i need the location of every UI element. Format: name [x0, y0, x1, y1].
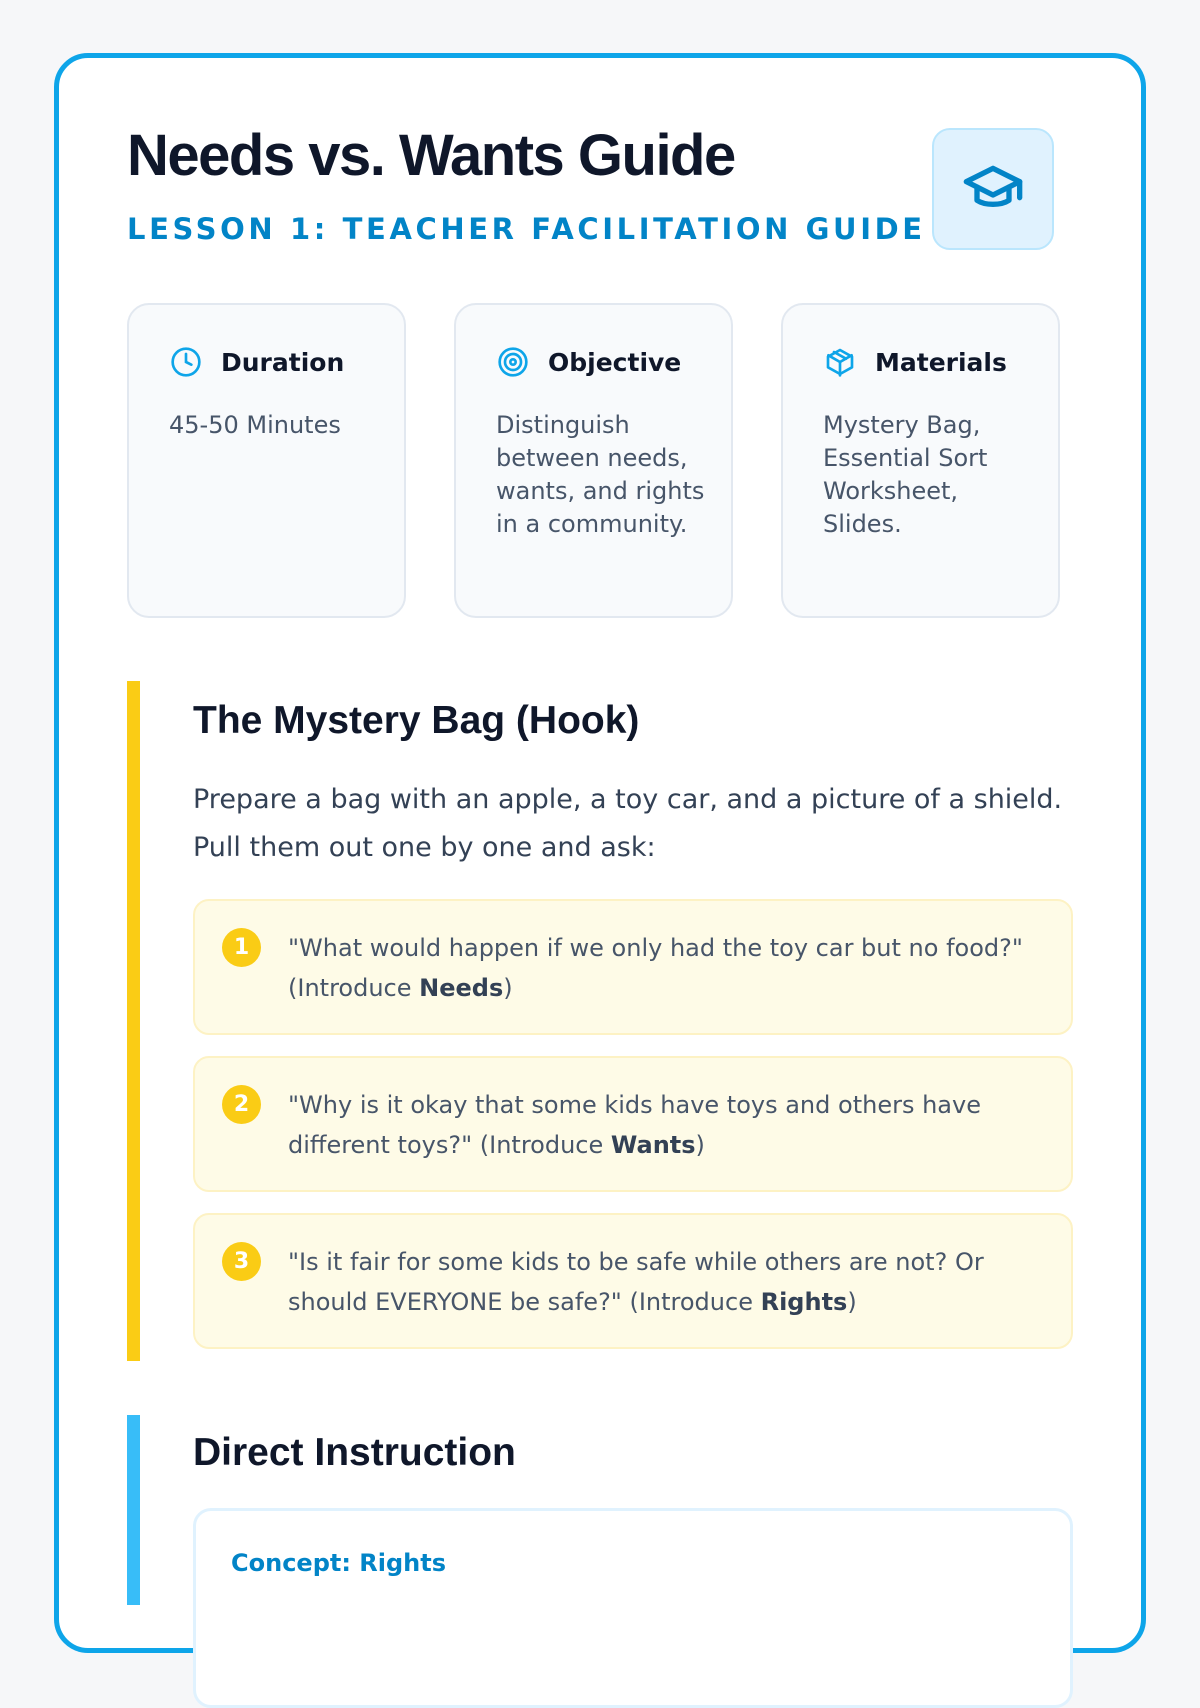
- lesson-subtitle: LESSON 1: TEACHER FACILITATION GUIDE: [127, 212, 926, 246]
- info-card-objective: [454, 303, 733, 618]
- section-accent-bar: [127, 681, 140, 1361]
- concept-term: Wants: [610, 1131, 696, 1159]
- package-icon: [823, 345, 857, 379]
- section-accent-bar: [127, 1415, 140, 1605]
- section-title: The Mystery Bag (Hook): [193, 699, 640, 742]
- question-text: "Why is it okay that some kids have toys and others have different toys?" (Introduce Wants): [288, 1091, 981, 1159]
- question-item: [193, 899, 1073, 1035]
- question-text: "Is it fair for some kids to be safe while others are not? Or should EVERYONE be safe?" (Introduce Rights): [288, 1248, 984, 1316]
- section-intro: Prepare a bag with an apple, a toy car, and a picture of a shield. Pull them out one by one and ask:: [193, 784, 1063, 863]
- guide-card: [54, 53, 1146, 1653]
- question-text: "What would happen if we only had the toy car but no food?" (Introduce Needs): [288, 934, 1023, 1002]
- hook-section: [127, 681, 1077, 1361]
- section-title: Direct Instruction: [193, 1431, 516, 1474]
- info-value: Distinguish between needs, wants, and rights in a community.: [496, 411, 705, 538]
- concept-card: [193, 1508, 1073, 1708]
- lesson-badge: [932, 128, 1054, 250]
- question-number: 3: [222, 1242, 261, 1281]
- question-number: 1: [222, 928, 261, 967]
- target-icon: [496, 345, 530, 379]
- question-number: 2: [222, 1085, 261, 1124]
- question-item: [193, 1213, 1073, 1349]
- concept-label: Concept: Rights: [231, 1549, 447, 1577]
- question-item: [193, 1056, 1073, 1192]
- concept-term: Rights: [760, 1288, 848, 1316]
- info-value: Mystery Bag, Essential Sort Worksheet, Slides.: [823, 411, 988, 538]
- concept-term: Needs: [419, 974, 504, 1002]
- info-card-duration: [127, 303, 406, 618]
- instruction-section: [127, 1415, 1077, 1605]
- info-label: Objective: [548, 347, 682, 377]
- info-label: Duration: [221, 347, 345, 377]
- graduation-cap-icon: [961, 155, 1025, 223]
- info-card-materials: [781, 303, 1060, 618]
- clock-icon: [169, 345, 203, 379]
- info-label: Materials: [875, 347, 1007, 377]
- page-title: Needs vs. Wants Guide: [127, 123, 735, 188]
- info-value: 45-50 Minutes: [169, 411, 341, 439]
